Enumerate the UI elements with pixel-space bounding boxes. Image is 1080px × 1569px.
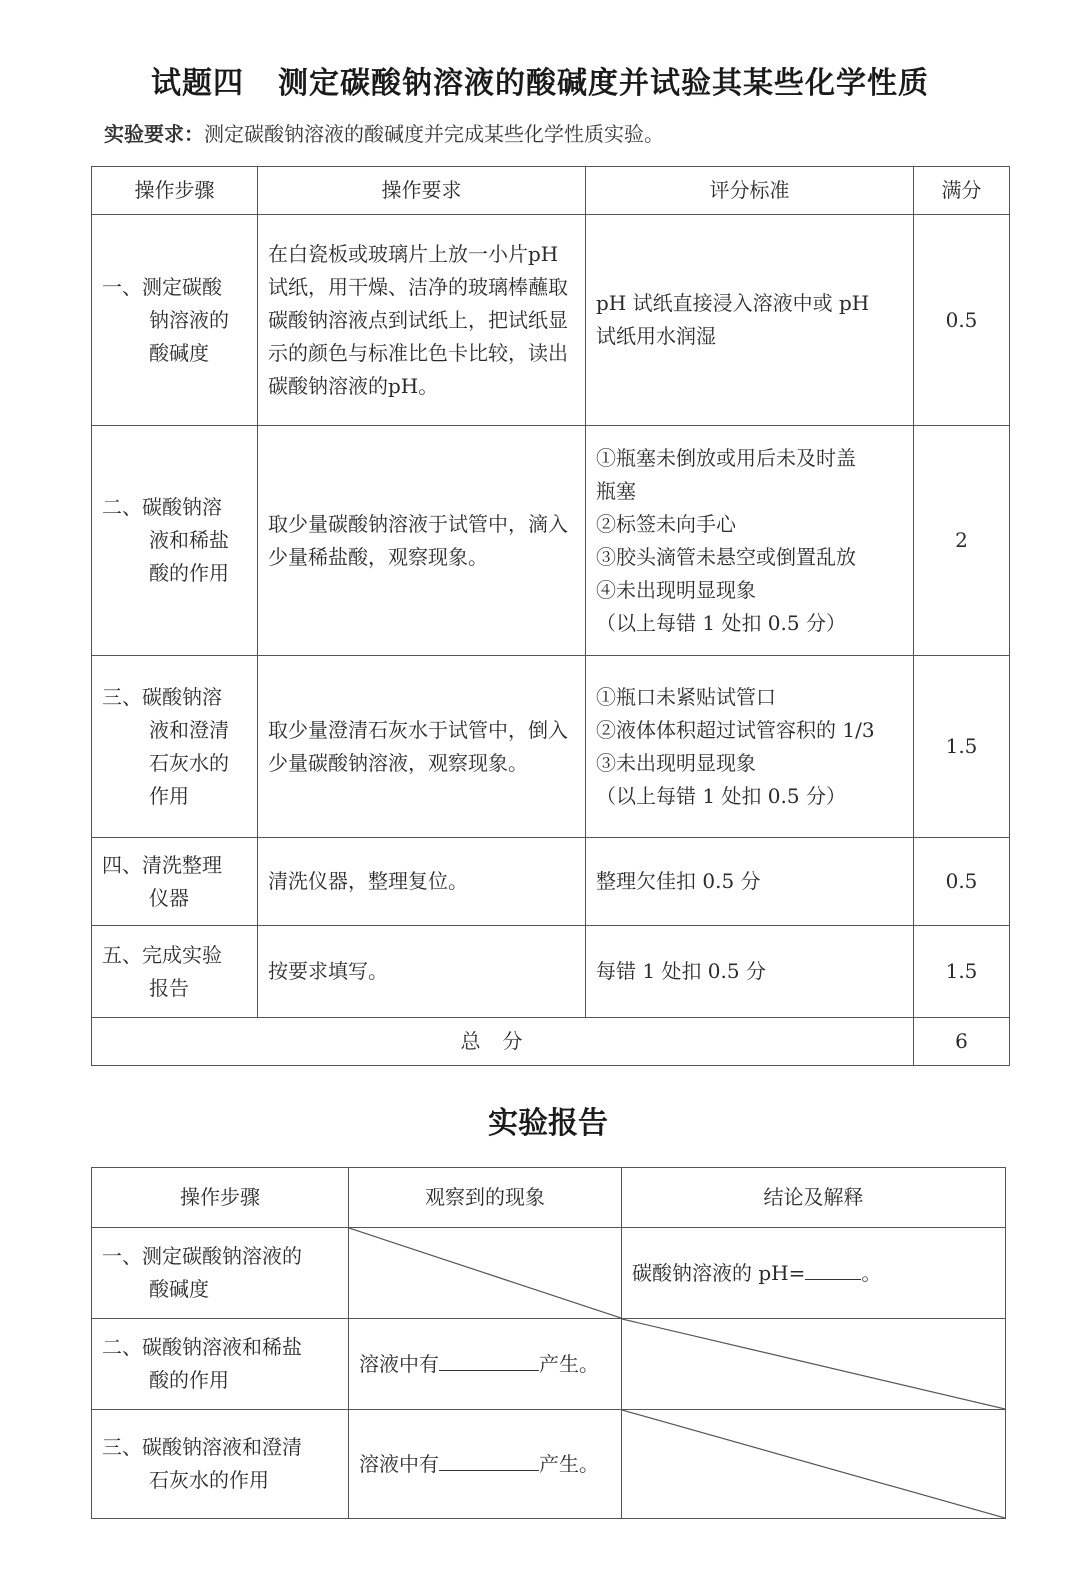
phenomenon-suffix: 产生。 xyxy=(539,1351,599,1376)
score-cell: 1.5 xyxy=(914,656,1010,838)
phenomenon-cell xyxy=(349,1410,622,1519)
title-text: 测定碳酸钠溶液的酸碱度并试验其某些化学性质 xyxy=(278,66,929,101)
report-step-text: 酸的作用 xyxy=(149,1368,229,1392)
total-row xyxy=(92,1018,1010,1066)
requirement-text: 测定碳酸钠溶液的酸碱度并完成某些化学性质实验。 xyxy=(204,122,664,146)
step-text: 仪器 xyxy=(149,885,189,910)
report-title: 实验报告 xyxy=(488,1106,608,1141)
report-header-step: 操作步骤 xyxy=(92,1168,349,1228)
table-row xyxy=(92,656,1010,838)
header-requirement: 操作要求 xyxy=(258,167,586,215)
diagonal-line xyxy=(622,1319,1005,1409)
table-row xyxy=(92,426,1010,656)
phenomenon-cell xyxy=(349,1319,622,1410)
report-step-number: 一、测定碳酸钠溶液的 xyxy=(102,1244,302,1268)
phenomenon-blank[interactable] xyxy=(439,1448,539,1471)
report-header-conclusion: 结论及解释 xyxy=(622,1168,1006,1228)
requirement-cell: 取少量澄清石灰水于试管中，倒入少量碳酸钠溶液，观察现象。 xyxy=(258,656,586,838)
report-step-cell xyxy=(92,1410,349,1519)
requirement-cell: 取少量碳酸钠溶液于试管中，滴入少量稀盐酸，观察现象。 xyxy=(258,426,586,656)
crossed-out-cell xyxy=(622,1410,1006,1519)
page-title xyxy=(0,58,1080,102)
header-step: 操作步骤 xyxy=(92,167,258,215)
report-header-phenomenon: 观察到的现象 xyxy=(349,1168,622,1228)
conclusion-cell xyxy=(622,1228,1006,1319)
ph-label: 碳酸钠溶液的 pH= xyxy=(632,1260,806,1285)
ph-suffix: 。 xyxy=(861,1260,882,1285)
score-cell: 0.5 xyxy=(914,215,1010,426)
report-row xyxy=(92,1410,1006,1519)
phenomenon-suffix: 产生。 xyxy=(539,1451,599,1476)
report-step-cell xyxy=(92,1319,349,1410)
table-row xyxy=(92,926,1010,1018)
header-score: 满分 xyxy=(914,167,1010,215)
score-cell: 2 xyxy=(914,426,1010,656)
criteria-cell: 每错 1 处扣 0.5 分 xyxy=(586,926,914,1018)
report-step-number: 三、碳酸钠溶液和澄清 xyxy=(102,1435,302,1459)
score-cell: 1.5 xyxy=(914,926,1010,1018)
crossed-out-cell xyxy=(622,1319,1006,1410)
requirement-label: 实验要求： xyxy=(104,122,204,146)
requirement-cell: 在白瓷板或玻璃片上放一小片pH试纸，用干燥、洁净的玻璃棒蘸取碳酸钠溶液点到试纸上，把试纸显示的颜色与标准比色卡比较，读出碳酸钠溶液的pH。 xyxy=(258,215,586,426)
table-row xyxy=(92,838,1010,926)
report-step-cell xyxy=(92,1228,349,1319)
criteria-cell: 整理欠佳扣 0.5 分 xyxy=(586,838,914,926)
step-text: 报告 xyxy=(149,975,189,1000)
report-step-text: 石灰水的作用 xyxy=(149,1468,269,1492)
report-step-text: 酸碱度 xyxy=(149,1277,209,1301)
step-number: 二、碳酸钠溶 xyxy=(102,495,222,519)
report-header-row xyxy=(92,1168,1006,1228)
step-number: 四、清洗整理 xyxy=(102,852,222,877)
phenomenon-prefix: 溶液中有 xyxy=(359,1451,439,1476)
score-cell: 0.5 xyxy=(914,838,1010,926)
table-row xyxy=(92,215,1010,426)
diagonal-line xyxy=(349,1228,621,1318)
report-step-number: 二、碳酸钠溶液和稀盐 xyxy=(102,1335,302,1359)
step-cell xyxy=(92,215,258,426)
step-text: 液和稀盐 酸的作用 xyxy=(149,528,229,585)
phenomenon-prefix: 溶液中有 xyxy=(359,1351,439,1376)
step-text: 钠溶液的 酸碱度 xyxy=(149,307,229,365)
table-header-row xyxy=(92,167,1010,215)
step-number: 五、完成实验 xyxy=(102,942,222,967)
step-number: 三、碳酸钠溶 xyxy=(102,684,222,709)
phenomenon-blank[interactable] xyxy=(439,1348,539,1371)
criteria-cell: ①瓶塞未倒放或用后未及时盖 瓶塞 ②标签未向手心 ③胶头滴管未悬空或倒置乱放 ④未出现明显现象 （以上每错 1 处扣 0.5 分） xyxy=(586,426,914,656)
total-score: 6 xyxy=(914,1018,1010,1066)
step-text: 液和澄清 石灰水的 作用 xyxy=(149,717,229,808)
criteria-cell: ①瓶口未紧贴试管口 ②液体体积超过试管容积的 1/3 ③未出现明显现象 （以上每错 1 处扣 0.5 分） xyxy=(586,656,914,838)
step-cell xyxy=(92,838,258,926)
step-number: 一、测定碳酸 xyxy=(102,274,222,299)
step-cell xyxy=(92,656,258,838)
requirement-cell: 清洗仪器，整理复位。 xyxy=(258,838,586,926)
scoring-table xyxy=(91,166,1010,1066)
crossed-out-cell xyxy=(349,1228,622,1319)
step-cell xyxy=(92,426,258,656)
diagonal-line xyxy=(622,1410,1005,1518)
title-label: 试题四 xyxy=(151,66,244,101)
step-cell xyxy=(92,926,258,1018)
report-table xyxy=(91,1167,1006,1519)
criteria-cell: pH 试纸直接浸入溶液中或 pH 试纸用水润湿 xyxy=(586,215,914,426)
header-criteria: 评分标准 xyxy=(586,167,914,215)
requirement-cell: 按要求填写。 xyxy=(258,926,586,1018)
total-label-cell xyxy=(92,1018,914,1066)
total-label: 总分 xyxy=(460,1029,545,1053)
report-row xyxy=(92,1319,1006,1410)
report-row xyxy=(92,1228,1006,1319)
ph-blank[interactable] xyxy=(805,1257,861,1280)
experiment-requirement xyxy=(104,118,664,147)
